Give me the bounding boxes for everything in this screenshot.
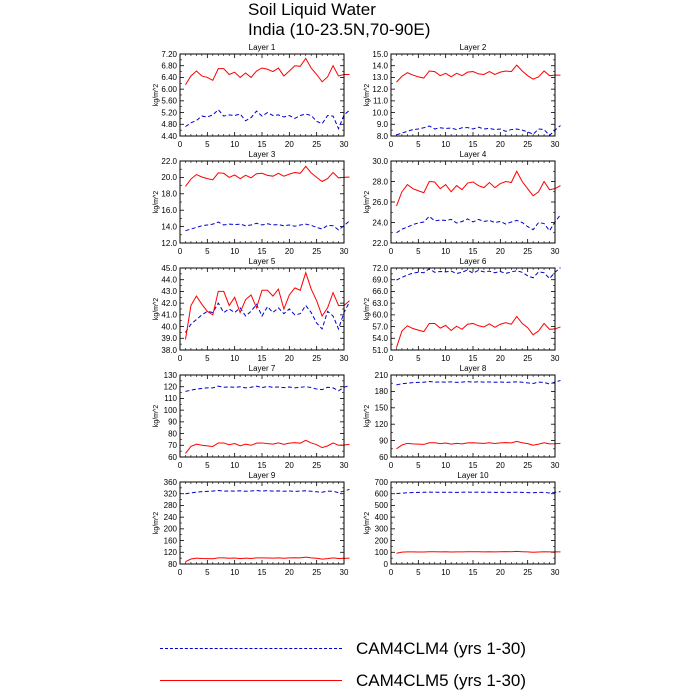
title-line-2: India (10-23.5N,70-90E) (248, 20, 431, 39)
y-tick-label: 20.0 (161, 173, 177, 183)
x-tick-label: 25 (523, 140, 533, 149)
y-tick-label: 7.20 (161, 49, 177, 59)
x-tick-label: 0 (388, 354, 394, 363)
y-axis-label: kg/m^2 (153, 83, 160, 107)
y-tick-label: 18.0 (161, 189, 177, 199)
x-tick-label: 20 (284, 354, 294, 363)
y-tick-label: 42.0 (161, 298, 177, 308)
legend-label-clm4: CAM4CLM4 (yrs 1-30) (356, 639, 527, 658)
x-tick-label: 20 (284, 568, 294, 577)
x-tick-label: 10 (230, 568, 240, 577)
x-tick-label: 25 (523, 247, 533, 256)
x-tick-label: 30 (550, 568, 560, 577)
x-tick-label: 10 (441, 247, 451, 256)
panel-title: Layer 5 (248, 257, 276, 266)
panel-layer-10 (364, 471, 560, 577)
x-tick-label: 20 (284, 247, 294, 256)
x-tick-label: 15 (257, 354, 267, 363)
x-tick-label: 25 (312, 247, 322, 256)
plot-frame (391, 268, 555, 350)
legend-item-clm5 (160, 670, 580, 692)
plot-frame (391, 161, 555, 243)
panel-layer-8 (364, 364, 560, 470)
y-tick-label: 500 (374, 501, 388, 511)
y-tick-label: 14.0 (161, 222, 177, 232)
x-tick-label: 20 (495, 568, 505, 577)
x-tick-label: 0 (177, 354, 183, 363)
series-line-clm5 (185, 166, 349, 186)
panel-layer-1 (153, 43, 349, 149)
plot-frame (180, 482, 344, 564)
y-tick-label: 39.0 (161, 334, 177, 344)
series-line-clm4 (396, 380, 560, 384)
y-tick-label: 100 (163, 405, 177, 415)
series-line-clm4 (185, 110, 349, 129)
y-tick-label: 66.0 (372, 287, 388, 297)
y-tick-label: 200 (163, 524, 177, 534)
y-tick-label: 57.0 (372, 322, 388, 332)
x-tick-label: 5 (205, 461, 210, 470)
x-tick-label: 0 (388, 140, 394, 149)
y-tick-label: 38.0 (161, 345, 177, 355)
y-tick-label: 180 (374, 387, 388, 397)
x-tick-label: 0 (177, 461, 183, 470)
series-line-clm4 (185, 221, 349, 231)
x-tick-label: 15 (257, 247, 267, 256)
x-tick-label: 25 (312, 568, 322, 577)
x-tick-label: 20 (495, 247, 505, 256)
y-tick-label: 6.80 (161, 61, 177, 71)
y-tick-label: 43.0 (161, 287, 177, 297)
y-tick-label: 70 (168, 441, 177, 451)
x-tick-label: 30 (339, 247, 349, 256)
x-tick-label: 20 (495, 461, 505, 470)
x-tick-label: 0 (177, 140, 183, 149)
x-tick-label: 0 (177, 568, 183, 577)
x-tick-label: 10 (441, 354, 451, 363)
y-tick-label: 6.00 (161, 84, 177, 94)
x-tick-label: 20 (284, 461, 294, 470)
x-tick-label: 10 (230, 140, 240, 149)
x-tick-label: 0 (388, 568, 394, 577)
y-tick-label: 41.0 (161, 310, 177, 320)
y-tick-label: 72.0 (372, 263, 388, 273)
series-line-clm5 (396, 316, 560, 347)
x-tick-label: 10 (230, 461, 240, 470)
y-tick-label: 8.0 (376, 131, 388, 141)
series-line-clm5 (396, 551, 560, 553)
y-tick-label: 13.0 (372, 73, 388, 83)
x-tick-label: 15 (257, 568, 267, 577)
panel-layer-4 (364, 150, 560, 256)
y-tick-label: 44.0 (161, 275, 177, 285)
x-tick-label: 15 (257, 461, 267, 470)
x-tick-label: 25 (523, 568, 533, 577)
x-tick-label: 10 (230, 247, 240, 256)
x-tick-label: 30 (550, 461, 560, 470)
panel-title: Layer 2 (459, 43, 487, 52)
x-tick-label: 30 (339, 140, 349, 149)
y-axis-label: kg/m^2 (153, 190, 160, 214)
x-tick-label: 25 (312, 140, 322, 149)
series-line-clm5 (185, 273, 349, 340)
x-tick-label: 10 (230, 354, 240, 363)
plot-frame (391, 54, 555, 136)
y-tick-label: 90 (168, 417, 177, 427)
panel-title: Layer 1 (248, 43, 276, 52)
legend-line-solid (160, 680, 342, 681)
series-line-clm4 (396, 215, 560, 233)
y-tick-label: 16.0 (161, 206, 177, 215)
series-line-clm4 (185, 302, 349, 332)
x-tick-label: 10 (441, 568, 451, 577)
panel-layer-9 (153, 471, 349, 577)
x-tick-label: 30 (550, 247, 560, 256)
series-line-clm4 (396, 125, 560, 135)
y-tick-label: 120 (163, 382, 177, 392)
y-tick-label: 240 (163, 512, 177, 522)
x-tick-label: 30 (550, 354, 560, 363)
y-tick-label: 300 (374, 524, 388, 534)
x-tick-label: 20 (284, 140, 294, 149)
y-tick-label: 200 (374, 536, 388, 546)
series-line-clm4 (396, 492, 560, 494)
x-tick-label: 25 (312, 354, 322, 363)
y-tick-label: 12.0 (372, 84, 388, 94)
x-tick-label: 20 (495, 140, 505, 149)
x-tick-label: 5 (416, 461, 421, 470)
y-axis-label: kg/m^2 (364, 83, 371, 107)
y-tick-label: 60.0 (372, 310, 388, 320)
legend (0, 632, 700, 692)
x-tick-label: 15 (468, 354, 478, 363)
x-tick-label: 30 (339, 461, 349, 470)
y-tick-label: 360 (163, 477, 177, 487)
panel-title: Layer 9 (248, 471, 276, 480)
x-tick-label: 5 (205, 140, 210, 149)
y-tick-label: 15.0 (372, 49, 388, 59)
panel-layer-3 (153, 150, 349, 256)
series-line-clm5 (185, 557, 349, 562)
x-tick-label: 5 (205, 354, 210, 363)
legend-item-clm4 (160, 638, 580, 660)
x-tick-label: 5 (205, 568, 210, 577)
y-tick-label: 700 (374, 477, 388, 487)
x-tick-label: 15 (468, 140, 478, 149)
y-tick-label: 400 (374, 512, 388, 522)
legend-label-clm5: CAM4CLM5 (yrs 1-30) (356, 671, 527, 690)
panel-title: Layer 7 (248, 364, 276, 373)
panel-title: Layer 3 (248, 150, 276, 159)
series-line-clm5 (185, 58, 349, 84)
x-tick-label: 25 (312, 461, 322, 470)
y-tick-label: 9.0 (376, 120, 388, 130)
y-tick-label: 280 (163, 501, 177, 511)
series-line-clm5 (396, 441, 560, 448)
x-tick-label: 5 (416, 568, 421, 577)
y-tick-label: 60 (379, 452, 388, 462)
x-tick-label: 15 (257, 140, 267, 149)
y-axis-label: kg/m^2 (153, 297, 160, 321)
series-line-clm5 (396, 171, 560, 206)
x-tick-label: 0 (177, 247, 183, 256)
y-tick-label: 90 (379, 436, 388, 446)
x-tick-label: 10 (441, 461, 451, 470)
panel-title: Layer 10 (457, 471, 489, 480)
plot-frame (180, 375, 344, 457)
panel-layer-6 (364, 257, 560, 363)
plot-frame (180, 54, 344, 136)
x-tick-label: 30 (550, 140, 560, 149)
y-axis-label: kg/m^2 (153, 404, 160, 428)
panel-layer-5 (153, 257, 349, 363)
y-tick-label: 63.0 (372, 298, 388, 308)
legend-line-dashed (160, 648, 342, 649)
y-tick-label: 100 (374, 548, 388, 558)
y-tick-label: 30.0 (372, 156, 388, 166)
y-tick-label: 51.0 (372, 345, 388, 355)
y-axis-label: kg/m^2 (153, 511, 160, 535)
y-tick-label: 28.0 (372, 177, 388, 187)
y-tick-label: 600 (374, 489, 388, 499)
y-tick-label: 80 (168, 429, 177, 439)
y-tick-label: 120 (163, 548, 177, 558)
x-tick-label: 0 (388, 461, 394, 470)
y-tick-label: 10.0 (372, 108, 388, 118)
x-tick-label: 5 (416, 247, 421, 256)
y-tick-label: 160 (163, 536, 177, 546)
x-tick-label: 0 (388, 247, 394, 256)
y-tick-label: 80 (168, 559, 177, 569)
x-tick-label: 30 (339, 568, 349, 577)
title-line-1: Soil Liquid Water (248, 0, 376, 19)
series-line-clm4 (185, 489, 349, 493)
y-tick-label: 0 (383, 559, 388, 569)
panel-layer-7 (153, 364, 349, 470)
y-tick-label: 5.60 (161, 96, 177, 106)
panel-title: Layer 8 (459, 364, 487, 373)
y-tick-label: 22.0 (372, 238, 388, 248)
x-tick-label: 5 (416, 140, 421, 149)
y-tick-label: 11.0 (373, 96, 388, 106)
y-axis-label: kg/m^2 (364, 511, 371, 535)
y-tick-label: 12.0 (161, 238, 177, 248)
panel-title: Layer 4 (459, 150, 487, 159)
x-tick-label: 25 (523, 461, 533, 470)
y-tick-label: 210 (374, 370, 388, 380)
y-tick-label: 69.0 (372, 275, 388, 285)
y-tick-label: 4.80 (161, 120, 177, 130)
y-axis-label: kg/m^2 (364, 190, 371, 214)
y-tick-label: 24.0 (372, 218, 388, 228)
panel-layer-2 (364, 43, 560, 149)
x-tick-label: 5 (416, 354, 421, 363)
y-axis-label: kg/m^2 (364, 404, 371, 428)
series-line-clm5 (185, 440, 349, 453)
x-tick-label: 30 (339, 354, 349, 363)
y-tick-label: 6.40 (161, 73, 177, 83)
y-tick-label: 130 (163, 370, 177, 380)
y-tick-label: 120 (374, 420, 388, 429)
x-tick-label: 20 (495, 354, 505, 363)
y-tick-label: 14.0 (372, 61, 388, 71)
y-tick-label: 60 (168, 452, 177, 462)
y-tick-label: 320 (163, 489, 177, 499)
x-tick-label: 10 (441, 140, 451, 149)
y-tick-label: 4.40 (161, 131, 177, 141)
x-tick-label: 15 (468, 461, 478, 470)
series-line-clm5 (396, 65, 560, 82)
series-line-clm4 (185, 386, 349, 392)
x-tick-label: 25 (523, 354, 533, 363)
y-tick-label: 150 (374, 403, 388, 413)
y-tick-label: 45.0 (161, 263, 177, 273)
x-tick-label: 15 (468, 568, 478, 577)
y-tick-label: 40.0 (161, 322, 177, 332)
x-tick-label: 15 (468, 247, 478, 256)
x-tick-label: 5 (205, 247, 210, 256)
y-tick-label: 110 (164, 394, 177, 404)
y-tick-label: 26.0 (372, 197, 388, 207)
y-axis-label: kg/m^2 (364, 297, 371, 321)
y-tick-label: 5.20 (161, 108, 177, 118)
y-tick-label: 54.0 (372, 334, 388, 344)
panel-title: Layer 6 (459, 257, 487, 266)
y-tick-label: 22.0 (161, 156, 177, 166)
